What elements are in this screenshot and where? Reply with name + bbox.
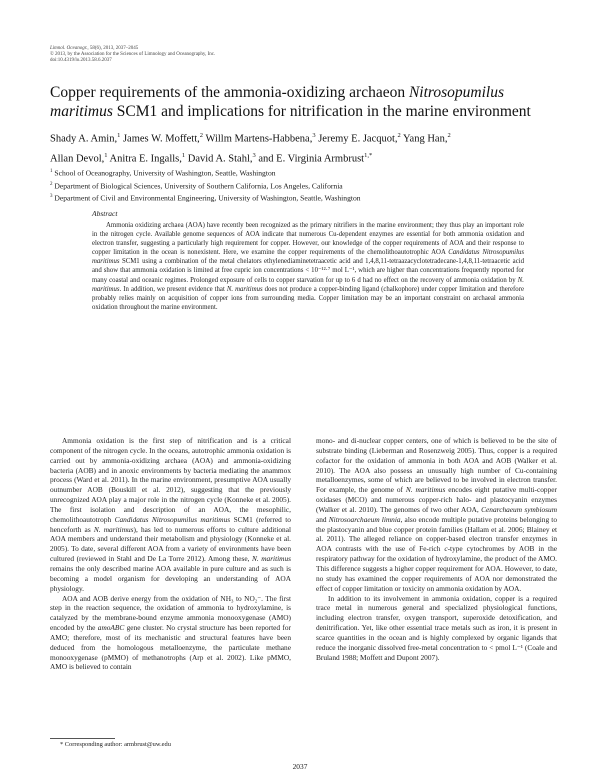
journal-copyright: © 2013, by the Association for the Sciences of Limnology and Oceanography, Inc. — [50, 52, 216, 57]
footnote-divider — [50, 738, 115, 739]
body-column-right — [316, 436, 557, 662]
affiliation-item: $^2$ Department of Biological Sciences, University of Southern California, Los Angeles, California — [50, 181, 343, 191]
affiliation-item: $^1$ School of Oceanography, University of Washington, Seattle, Washington — [50, 168, 276, 178]
body-paragraph: Ammonia oxidation is the first step of nitrification and is a critical component of the nitrogen cycle. In the oceans, autotrophic ammonia oxidation is carried out by ammonia-oxidizing archaea (AOA) and ammonia-oxidizing bacteria (AOB) and in anoxic environments by bacteria mediating the anammox process (Ward et al. 2011). In the marine environment, presumptive AOA usually outnumber AOB (Bouskill et al. 2012), suggesting that the previously unrecognized AOA play a major role in the nitrogen cycle (Konneke et al. 2005). The first isolation and description of an AOA, the mesophilic, chemolithoautotroph Candidatus Nitrosopumilus maritimus SCM1 (referred to henceforth as N. maritimus), has led to numerous efforts to culture additional AOA members and understand their metabolism and physiology (Konneke et al. 2005). To date, several different AOA from a variety of environments have been cultured (reviewed in Stahl and De La Torre 2012). Among these, N. maritimus remains the only described marine AOA available in pure culture and as such is becoming a model organism for developing an understanding of AOA physiology. — [50, 436, 292, 593]
paper-title: Copper requirements of the ammonia-oxidizing archaeon Nitrosopumilus maritimus SCM1 and implications for nitrification in the marine environment — [50, 84, 531, 120]
journal-header — [50, 46, 215, 64]
affiliation-list — [50, 166, 570, 204]
abstract-paragraph: Ammonia oxidizing archaea (AOA) have recently been recognized as the primary nitrifiers in the marine environment; they thus play an important role in the nitrogen cycle. Available genome sequences of AOA indicate that numerous Cu-dependent enzymes are essential for both ammonia oxidation and electron transfer, suggesting a particularly high requirement for copper. However, our knowledge of the copper requirements of AOA and their response to copper limitation in the ocean is nonexistent. Here, we examine the copper requirements of the chemolithoautotrophic AOA Candidatus Nitrosopumilus maritimus SCM1 using a combination of the metal chelators ethylenediaminetetraacetic acid and 1,4,8,11-tetraazacyclotetradecane-1,4,8,11-tetraacetic acid and show that ammonia oxidation is limited at free cupric ion concentrations < 10⁻¹²·⁷ mol L⁻¹, which are higher than concentrations frequently reported for many coastal and oceanic regimes. Prolonged exposure of cells to copper starvation for up to 6 d had no effect on the recovery of ammonia oxidation by N. maritimus. In addition, we present evidence that N. maritimus does not produce a copper-binding ligand (chalkophore) under copper limitation and therefore probably relies mainly on acquisition of copper ions from surrounding media. Copper limitation may be an important constraint on archaeal ammonia oxidation throughout the marine environment. — [92, 222, 524, 311]
journal-citation: Limnol. Oceanogr., 58(6), 2013, 2037–2045 — [50, 46, 139, 51]
body-paragraph: mono- and di-nuclear copper centers, one of which is believed to be the site of substrate binding (Lieberman and Rosenzweig 2005). Thus, copper is a required cofactor for the oxidation of ammonia in both AOA and AOB (Walker et al. 2010). The AOA also possess an unusually high number of Cu-containing metalloenzymes, some of which are believed to be involved in electron transfer. For example, the genome of N. maritimus encodes eight putative multi-copper oxidases (MCO) and numerous copper-rich halo- and plastocyanin enzymes (Walker et al. 2010). The genomes of two other AOA, Cenarchaeum symbiosum and Nitrosoarchaeum limnia, also encode multiple putative proteins belonging to the plastocyanin and blue copper protein families (Hallam et al. 2006; Blainey et al. 2011). The alleged reliance on copper-based electron transfer enzymes in AOA contrasts with the use of Fe-rich c-type cytochromes by AOB in the respiratory pathway for the oxidation of hydroxylamine, the product of the AMO. This difference suggests a higher copper requirement for AOA. However, to date, no study has examined the copper requirements of AOA nor demonstrated the effect of copper limitation or toxicity on ammonia oxidation by AOA. — [316, 436, 557, 593]
corresponding-author-footnote: * Corresponding author: armbrust@uw.edu — [60, 741, 171, 748]
author-list: Shady A. Amin,$^1$ James W. Moffett,$^2$ Willm Martens-Habbena,$^3$ Jeremy E. Jacquot,$^2$ Yang Han,$^2$ Allan Devol,$^1$ Anitra E. Ingalls,$^1$ David A. Stahl,$^3$ and E. Virginia Armbrust$^{1,*}$ — [50, 132, 451, 164]
affiliation-item: $^3$ Department of Civil and Environmental Engineering, University of Washington, Seattle, Washington — [50, 193, 361, 203]
body-paragraph: In addition to its involvement in ammonia oxidation, copper is a required trace metal in numerous general and specialized physiological functions, including electron transfer, oxygen transport, superoxide detoxification, and denitrification. Yet, like other essential trace metals such as iron, it is present in scarce quantities in the ocean and is highly complexed by organic ligands that reduce the inorganic dissolved free-metal concentration to < pmol L⁻¹ (Coale and Bruland 1988; Moffett and Dupont 2007). — [316, 593, 557, 662]
body-column-left — [50, 436, 291, 672]
journal-doi: doi:10.4319/lo.2013.58.6.2037 — [50, 58, 112, 63]
body-paragraph: AOA and AOB derive energy from the oxidation of NH₃ to NO₂⁻. The first step in the reaction sequence, the oxidation of ammonia to hydroxylamine, is catalyzed by the membrane-bound enzyme ammonia monooxygenase (AMO) encoded by the amoABC gene cluster. No crystal structure has been reported for AMO; therefore, most of its mechanistic and structural features have been deduced from the homologous metalloenzyme, the particulate methane monooxygenase (pMMO) of methanotrophs (Arp et al. 2002). Like pMMO, AMO is believed to contain — [50, 593, 291, 672]
abstract-heading: Abstract — [92, 209, 118, 218]
page-number: 2037 — [292, 762, 308, 771]
abstract-body — [92, 221, 524, 312]
